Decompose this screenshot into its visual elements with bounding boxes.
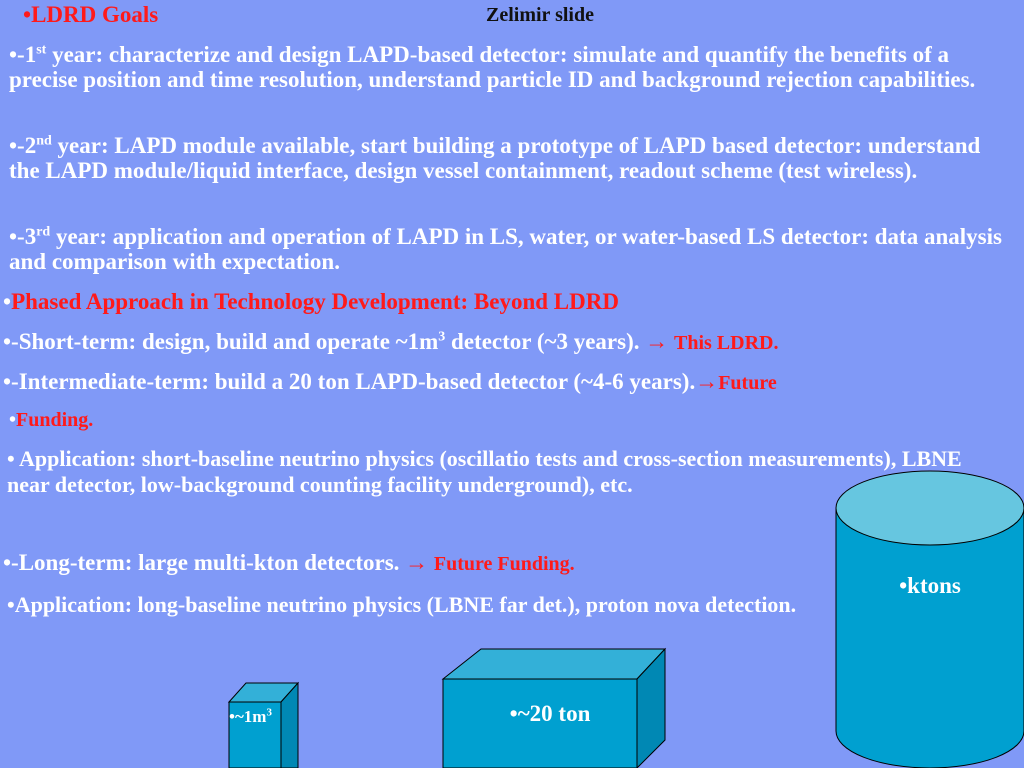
arrow-icon: → xyxy=(645,329,669,354)
cylinder xyxy=(836,471,1024,768)
slide-credit: Zelimir slide xyxy=(486,4,594,26)
big-cube-label: •~20 ton xyxy=(509,701,591,726)
phased-approach-heading: •Phased Approach in Technology Development: Beyond LDRD xyxy=(3,289,619,314)
small-cube-label: $•\sim 1m^3$ xyxy=(229,706,272,726)
goal-year-1: •-1st year: characterize and design LAPD-based detector: simulate and quantify the benefits of a precise position and time resolution, understand particle ID and background rejection capabilities. xyxy=(9,42,976,92)
arrow-icon: → xyxy=(405,550,429,575)
goal-year-2: •-2nd year: LAPD module available, start building a prototype of LAPD based detector: understand the LAPD module/liquid interface, design vessel containment, readout scheme (test wireless). xyxy=(9,133,981,183)
intermediate-term-line: •-Intermediate-term: build a 20 ton LAPD-based detector (~4-6 years).→Future xyxy=(3,369,777,394)
application-short-baseline: • Application: short-baseline neutrino physics (oscillatio tests and cross-section measurements), LBNE near detector, low-background counting facility underground), etc. xyxy=(7,446,962,497)
application-long-baseline: •Application: long-baseline neutrino physics (LBNE far det.), proton nova detection. xyxy=(7,592,797,617)
short-term-line: •-Short-term: design, build and operate $\sim 1m^3$ detector (~3 years). → This LDRD. xyxy=(3,329,779,354)
cylinder-label: •ktons xyxy=(899,573,961,598)
goal-year-3: •-3rd year: application and operation of LAPD in LS, water, or water-based LS detector: data analysis and comparison with expectation. xyxy=(9,224,1002,274)
long-term-line: •-Long-term: large multi-kton detectors. → Future Funding. xyxy=(3,550,575,575)
title-text: LDRD Goals xyxy=(31,2,159,27)
title-bullet: • xyxy=(23,2,32,27)
funding-line: •Funding. xyxy=(9,409,94,431)
arrow-icon: → xyxy=(695,369,719,394)
